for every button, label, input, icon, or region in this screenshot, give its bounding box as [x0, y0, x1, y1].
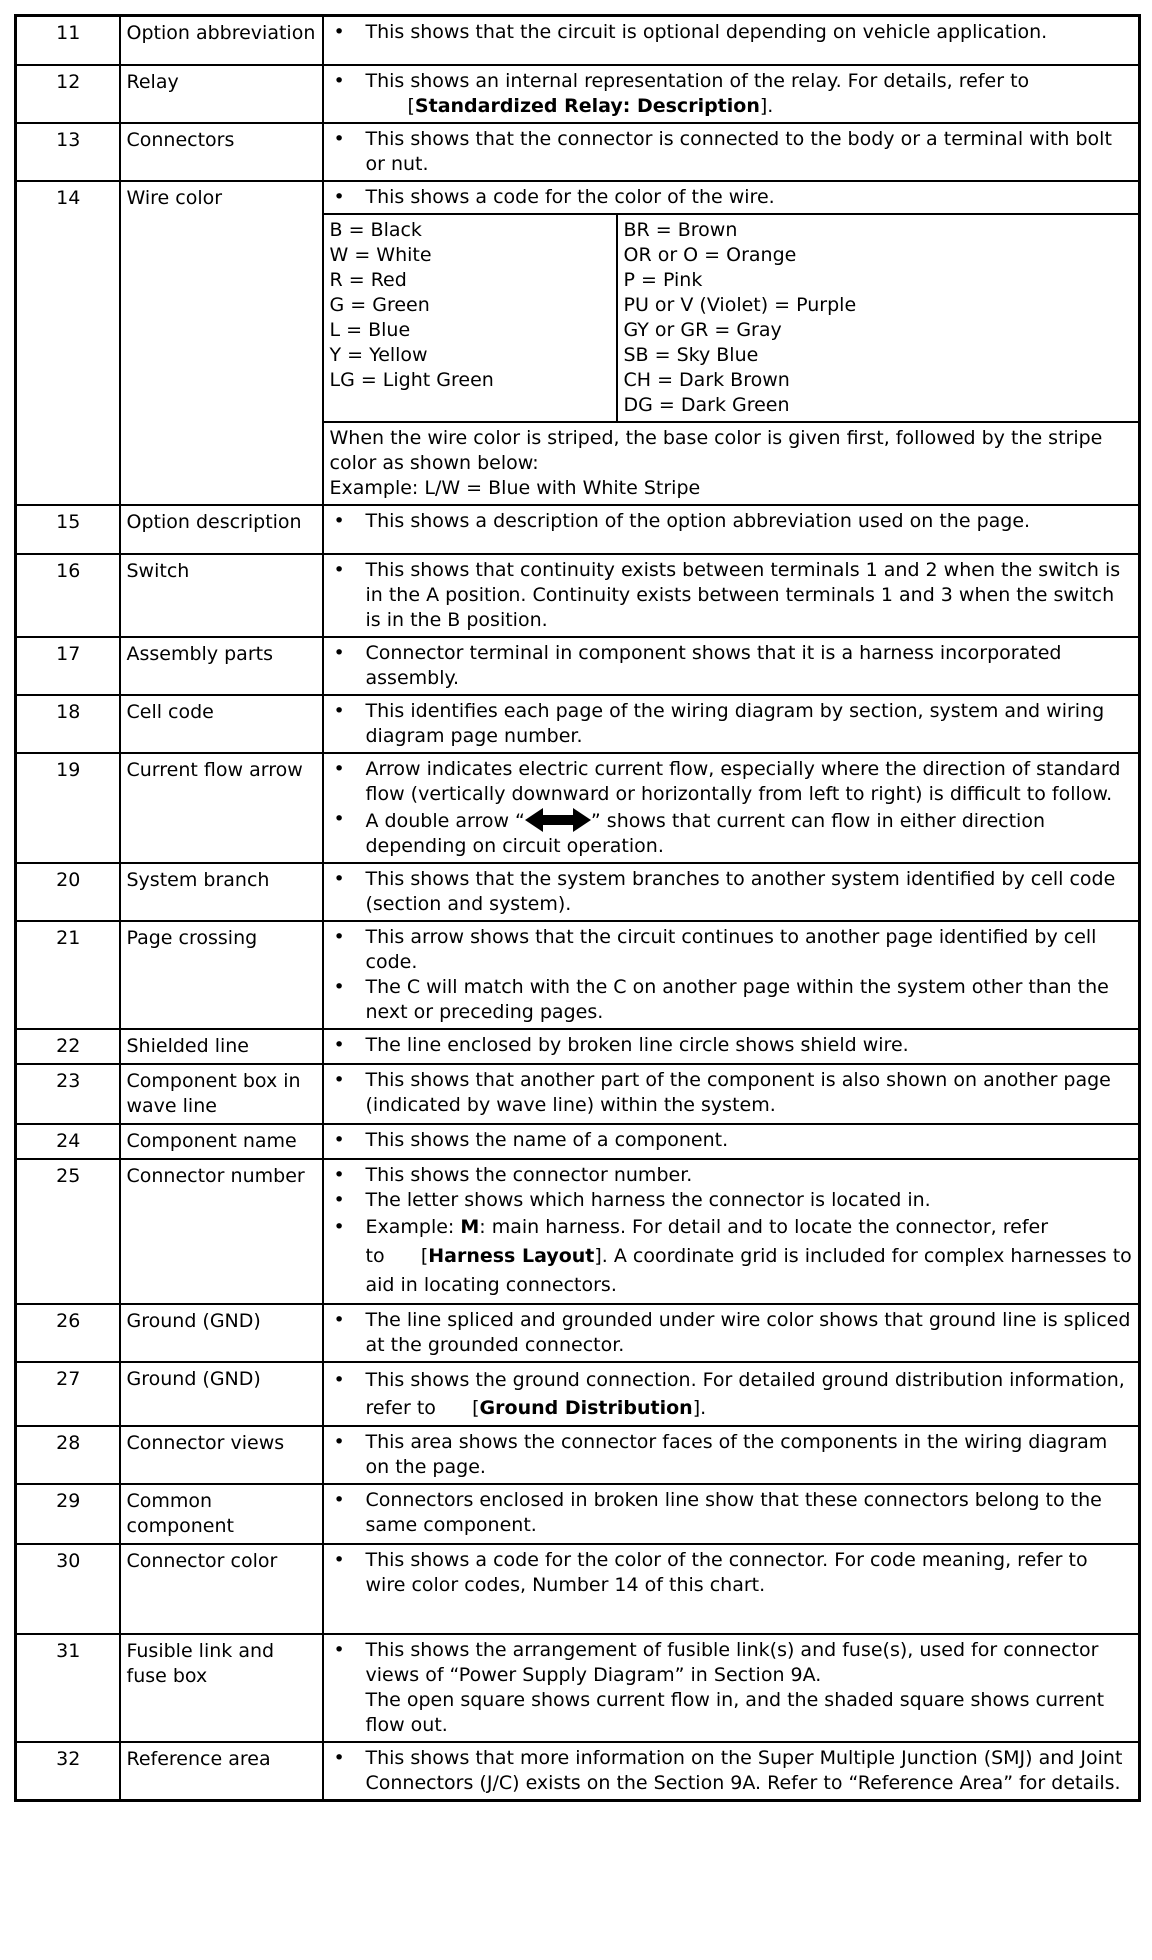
row-description: [323, 1124, 1140, 1159]
color-code: R = Red: [329, 268, 407, 291]
row-description: [323, 753, 1140, 863]
row-item-name: Shielded line: [120, 1029, 323, 1064]
row-number: 31: [16, 1634, 120, 1742]
legend-page: [14, 14, 1138, 1802]
row-number: 30: [16, 1544, 120, 1634]
bullet-item: • Connector terminal in component shows that it is a harness incorporated assembly.: [330, 641, 1133, 691]
color-code: LG = Light Green: [329, 368, 494, 391]
row-number: 29: [16, 1484, 120, 1544]
table-row: [16, 1426, 1140, 1484]
bullet-item: • This shows a code for the color of the wire.: [330, 185, 1133, 210]
row-number: 32: [16, 1742, 120, 1801]
color-code: Y = Yellow: [329, 343, 428, 366]
bullet-text: : main harness. For detail and to locate the connector, refer to: [365, 1215, 1049, 1267]
row-description: [323, 637, 1140, 695]
row-number: 23: [16, 1064, 120, 1124]
bullet-item: • The line spliced and grounded under wire color shows that ground line is spliced at the grounded connector.: [330, 1308, 1133, 1358]
row-description: [323, 181, 1140, 505]
bullet-item: • This arrow shows that the circuit continues to another page identified by cell code.: [330, 925, 1133, 975]
stripe-text: When the wire color is striped, the base color is given first, followed by the stripe color as shown below:: [329, 426, 1103, 474]
bullet-text-extra: The open square shows current flow in, and the shaded square shows current flow out.: [365, 1688, 1105, 1736]
row-item-name: Wire color: [120, 181, 323, 505]
table-row: [16, 863, 1140, 921]
table-row: [16, 123, 1140, 181]
bullet-item: • This shows that more information on the Super Multiple Junction (SMJ) and Joint Connectors (J/C) exists on the Section 9A. Refer to “Reference Area” for details.: [330, 1746, 1133, 1796]
row-description: [323, 1484, 1140, 1544]
wire-color-table: [324, 182, 1139, 504]
bullet-item: • This shows the connector number.: [330, 1163, 1133, 1188]
color-code: DG = Dark Green: [623, 393, 790, 416]
row-number: 16: [16, 554, 120, 637]
table-row: [16, 637, 1140, 695]
bullet-text: Example:: [365, 1215, 461, 1238]
row-item-name: Connectors: [120, 123, 323, 181]
row-item-name: Connector color: [120, 1544, 323, 1634]
row-number: 11: [16, 16, 120, 65]
bullet-item: • The C will match with the C on another page within the system other than the next or preceding pages.: [330, 975, 1133, 1025]
bullet-item: [330, 1638, 1133, 1738]
row-number: 18: [16, 695, 120, 753]
reference-link[interactable]: Standardized Relay: Description: [414, 94, 760, 117]
bullet-item: • This shows an internal representation of the relay. For details, refer to [Standardized Relay: Description].: [330, 69, 1133, 119]
row-item-name: Ground (GND): [120, 1362, 323, 1426]
bullet-text: ]. A coordinate grid is included for complex harnesses to aid in locating connectors.: [365, 1244, 1132, 1296]
color-code: W = White: [329, 243, 432, 266]
bullet-text-end: .: [767, 94, 774, 117]
color-code: L = Blue: [329, 318, 411, 341]
row-item-name: Switch: [120, 554, 323, 637]
bullet-item: • This area shows the connector faces of the components in the wiring diagram on the page.: [330, 1430, 1133, 1480]
row-description: [323, 695, 1140, 753]
row-description: [323, 921, 1140, 1029]
bullet-text: This shows the arrangement of fusible link(s) and fuse(s), used for connector views of “Power Supply Diagram” in Section 9A.: [365, 1638, 1099, 1686]
row-number: 14: [16, 181, 120, 505]
row-item-name: Current flow arrow: [120, 753, 323, 863]
row-description: [323, 505, 1140, 554]
color-code: BR = Brown: [623, 218, 738, 241]
row-description: [323, 554, 1140, 637]
table-row: [16, 1634, 1140, 1742]
bullet-item: [330, 807, 1133, 859]
bullet-text: This shows the ground connection. For detailed ground distribution information, refer to: [365, 1368, 1125, 1419]
color-code: G = Green: [329, 293, 430, 316]
row-item-name: Relay: [120, 65, 323, 123]
bullet-item: • The letter shows which harness the connector is located in.: [330, 1188, 1133, 1213]
row-item-name: Connector views: [120, 1426, 323, 1484]
row-description: [323, 863, 1140, 921]
row-description: [323, 1064, 1140, 1124]
harness-letter: M: [460, 1215, 480, 1238]
row-number: 27: [16, 1362, 120, 1426]
stripe-example: Example: L/W = Blue with White Stripe: [329, 476, 701, 499]
row-description: [323, 1304, 1140, 1362]
color-codes-right: [617, 214, 1139, 422]
table-row: [16, 921, 1140, 1029]
bullet-item: • This shows that another part of the component is also shown on another page (indicated by wave line) within the system.: [330, 1068, 1133, 1118]
row-item-name: Page crossing: [120, 921, 323, 1029]
row-description: [323, 16, 1140, 65]
color-code: P = Pink: [623, 268, 703, 291]
reference-link[interactable]: Harness Layout: [428, 1244, 595, 1267]
color-code: CH = Dark Brown: [623, 368, 790, 391]
row-description: [323, 1544, 1140, 1634]
table-row: [16, 1064, 1140, 1124]
row-description: [323, 1742, 1140, 1801]
bullet-item: • The line enclosed by broken line circle shows shield wire.: [330, 1033, 1133, 1058]
bullet-item: • This shows a description of the option abbreviation used on the page.: [330, 509, 1133, 534]
table-row: [16, 753, 1140, 863]
stripe-note: [324, 422, 1139, 504]
table-row: [16, 1029, 1140, 1064]
row-description: [323, 123, 1140, 181]
table-row: [16, 65, 1140, 123]
row-item-name: System branch: [120, 863, 323, 921]
color-code: B = Black: [329, 218, 422, 241]
table-row: [16, 1124, 1140, 1159]
row-description: [323, 1159, 1140, 1304]
table-row: [16, 695, 1140, 753]
reference-link[interactable]: Ground Distribution: [479, 1396, 693, 1419]
table-row: [16, 1304, 1140, 1362]
row-number: 15: [16, 505, 120, 554]
bullet-item: • Arrow indicates electric current flow, especially where the direction of standard flow (vertically downward or horizontally from left to right) is difficult to follow.: [330, 757, 1133, 807]
table-row: [16, 1742, 1140, 1801]
row-description: [323, 65, 1140, 123]
legend-table: [14, 14, 1141, 1802]
row-item-name: Fusible link and fuse box: [120, 1634, 323, 1742]
bullet-item: • This identifies each page of the wiring diagram by section, system and wiring diagram page number.: [330, 699, 1133, 749]
color-code: GY or GR = Gray: [623, 318, 782, 341]
bullet-item: • This shows that the circuit is optional depending on vehicle application.: [330, 20, 1133, 45]
bullet-text-end: ].: [692, 1396, 707, 1419]
color-code: OR or O = Orange: [623, 243, 797, 266]
row-number: 19: [16, 753, 120, 863]
bullet-item: • Example: M: main harness. For detail and to locate the connector, refer to [Harness Layout]. A coordinate grid is included for complex harnesses to aid in locating connectors.: [330, 1213, 1133, 1300]
bullet-item: • This shows that the connector is connected to the body or a terminal with bolt or nut.: [330, 127, 1133, 177]
row-number: 26: [16, 1304, 120, 1362]
bullet-item: • This shows a code for the color of the connector. For code meaning, refer to wire color codes, Number 14 of this chart.: [330, 1548, 1133, 1598]
bullet-text: This shows an internal representation of the relay. For details, refer to: [365, 69, 1030, 92]
color-codes-left: [324, 214, 617, 422]
row-description: [323, 1362, 1140, 1426]
color-code: SB = Sky Blue: [623, 343, 759, 366]
row-description: [323, 1426, 1140, 1484]
row-number: 25: [16, 1159, 120, 1304]
row-description: [323, 1029, 1140, 1064]
table-row: [16, 16, 1140, 65]
row-item-name: Assembly parts: [120, 637, 323, 695]
double-arrow-icon: [525, 807, 591, 833]
row-item-name: Reference area: [120, 1742, 323, 1801]
row-number: 20: [16, 863, 120, 921]
table-row: [16, 1484, 1140, 1544]
bullet-item: • This shows that the system branches to another system identified by cell code (section and system).: [330, 867, 1133, 917]
row-number: 12: [16, 65, 120, 123]
table-row: [16, 1362, 1140, 1426]
row-item-name: Component box in wave line: [120, 1064, 323, 1124]
row-description: [323, 1634, 1140, 1742]
bullet-text: A double arrow “: [365, 809, 525, 832]
row-item-name: Option abbreviation: [120, 16, 323, 65]
row-item-name: Connector number: [120, 1159, 323, 1304]
color-code: PU or V (Violet) = Purple: [623, 293, 857, 316]
table-row: [16, 554, 1140, 637]
row-number: 28: [16, 1426, 120, 1484]
row-item-name: Ground (GND): [120, 1304, 323, 1362]
wire-color-intro: [324, 182, 1139, 214]
table-row: [16, 1544, 1140, 1634]
row-item-name: Common component: [120, 1484, 323, 1544]
row-number: 21: [16, 921, 120, 1029]
row-item-name: Option description: [120, 505, 323, 554]
bullet-item: • This shows the ground connection. For detailed ground distribution information, refer to [Ground Distribution].: [330, 1366, 1133, 1422]
row-number: 22: [16, 1029, 120, 1064]
row-number: 17: [16, 637, 120, 695]
row-item-name: Component name: [120, 1124, 323, 1159]
bullet-item: • This shows that continuity exists between terminals 1 and 2 when the switch is in the A position. Continuity exists between terminals 1 and 3 when the switch is in the B position.: [330, 558, 1133, 633]
row-number: 13: [16, 123, 120, 181]
bullet-text: ” shows that current can flow in either direction depending on circuit operation.: [365, 809, 1046, 857]
row-item-name: Cell code: [120, 695, 323, 753]
bullet-item: • Connectors enclosed in broken line show that these connectors belong to the same component.: [330, 1488, 1133, 1538]
table-row: [16, 181, 1140, 505]
bullet-item: • This shows the name of a component.: [330, 1128, 1133, 1153]
table-row: [16, 1159, 1140, 1304]
table-row: [16, 505, 1140, 554]
row-number: 24: [16, 1124, 120, 1159]
